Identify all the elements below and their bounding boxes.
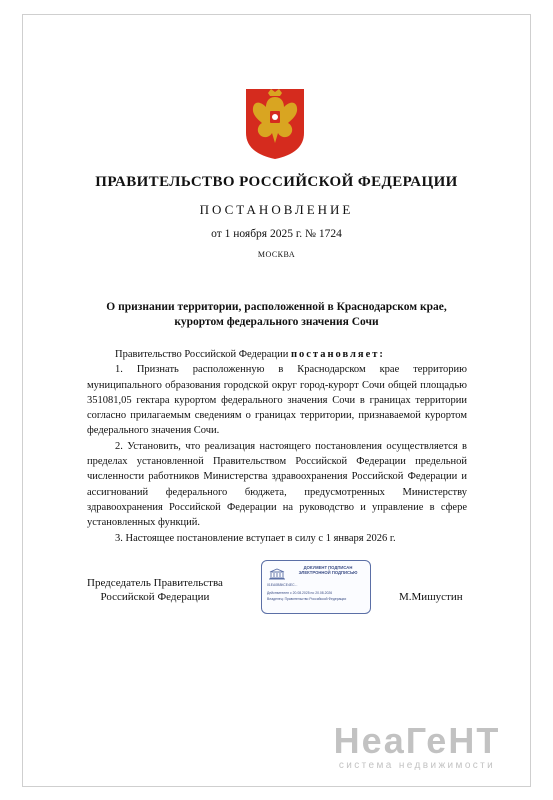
stamp-certificate: 01ЕА0В8КСЕ4ЕС... [267,583,298,587]
heading-line-1: О признании территории, расположенной в Краснодарском крае, [106,301,447,313]
document-heading [80,300,473,330]
stamp-owner: Владелец: Правительство Российской Федерации [267,597,347,601]
heading-line-2: курортом федерального значения Сочи [174,316,379,328]
electronic-signature-stamp [261,560,371,614]
document-city: МОСКВА [257,250,296,259]
signer-position-line-1: Председатель Правительства [87,577,223,589]
stamp-validity: Действителен с 20.08.2025 по 20.08.2026 [267,591,333,595]
document-body [87,347,467,546]
watermark-sub-text: система недвижимости [338,760,496,771]
stamp-title-line-1: ДОКУМЕНТ ПОДПИСАН [303,565,353,570]
government-building-icon [268,567,286,579]
paragraph-1: 1. Признать расположенную в Краснодарском крае территорию муниципального образования городской округ город-курорт Сочи общей площадью 351081,05 гектара курортом федерального значения Сочи в границах территории согласно прилагаемым сведениям о границах территории, признаваемой курортом федерального значения Сочи. [87,364,467,437]
coat-of-arms-emblem [244,87,306,161]
watermark-logo [322,722,512,772]
intro-verb: постановляет: [290,349,385,360]
stamp-title [290,565,366,575]
signer-position-line-2: Российской Федерации [100,591,210,603]
intro-prefix: Правительство Российской Федерации [115,349,289,360]
paragraph-3: 3. Настоящее постановление вступает в силу с 1 января 2026 г. [115,532,396,544]
paragraph-2: 2. Установить, что реализация настоящего постановления осуществляется в пределах установленной Правительством Российской Федерации предельной численности работников Министерства здравоохранения Российской Федерации и ассигнований федерального бюджета, предусмотренных Министерству здравоохранения Российской Федерации на руководство и управление в сфере установленных функций. [87,440,467,529]
signer-position [87,576,223,604]
document-type: ПОСТАНОВЛЕНИЕ [199,202,354,217]
watermark-main-text: НеаГеНТ [333,720,501,761]
intro-paragraph [87,347,467,362]
stamp-title-line-2: ЭЛЕКТРОННОЙ ПОДПИСЬЮ [298,570,358,575]
signer-name: М.Мишустин [399,591,463,603]
organization-title: ПРАВИТЕЛЬСТВО РОССИЙСКОЙ ФЕДЕРАЦИИ [95,174,458,190]
document-date-number: от 1 ноября 2025 г. № 1724 [211,228,342,240]
